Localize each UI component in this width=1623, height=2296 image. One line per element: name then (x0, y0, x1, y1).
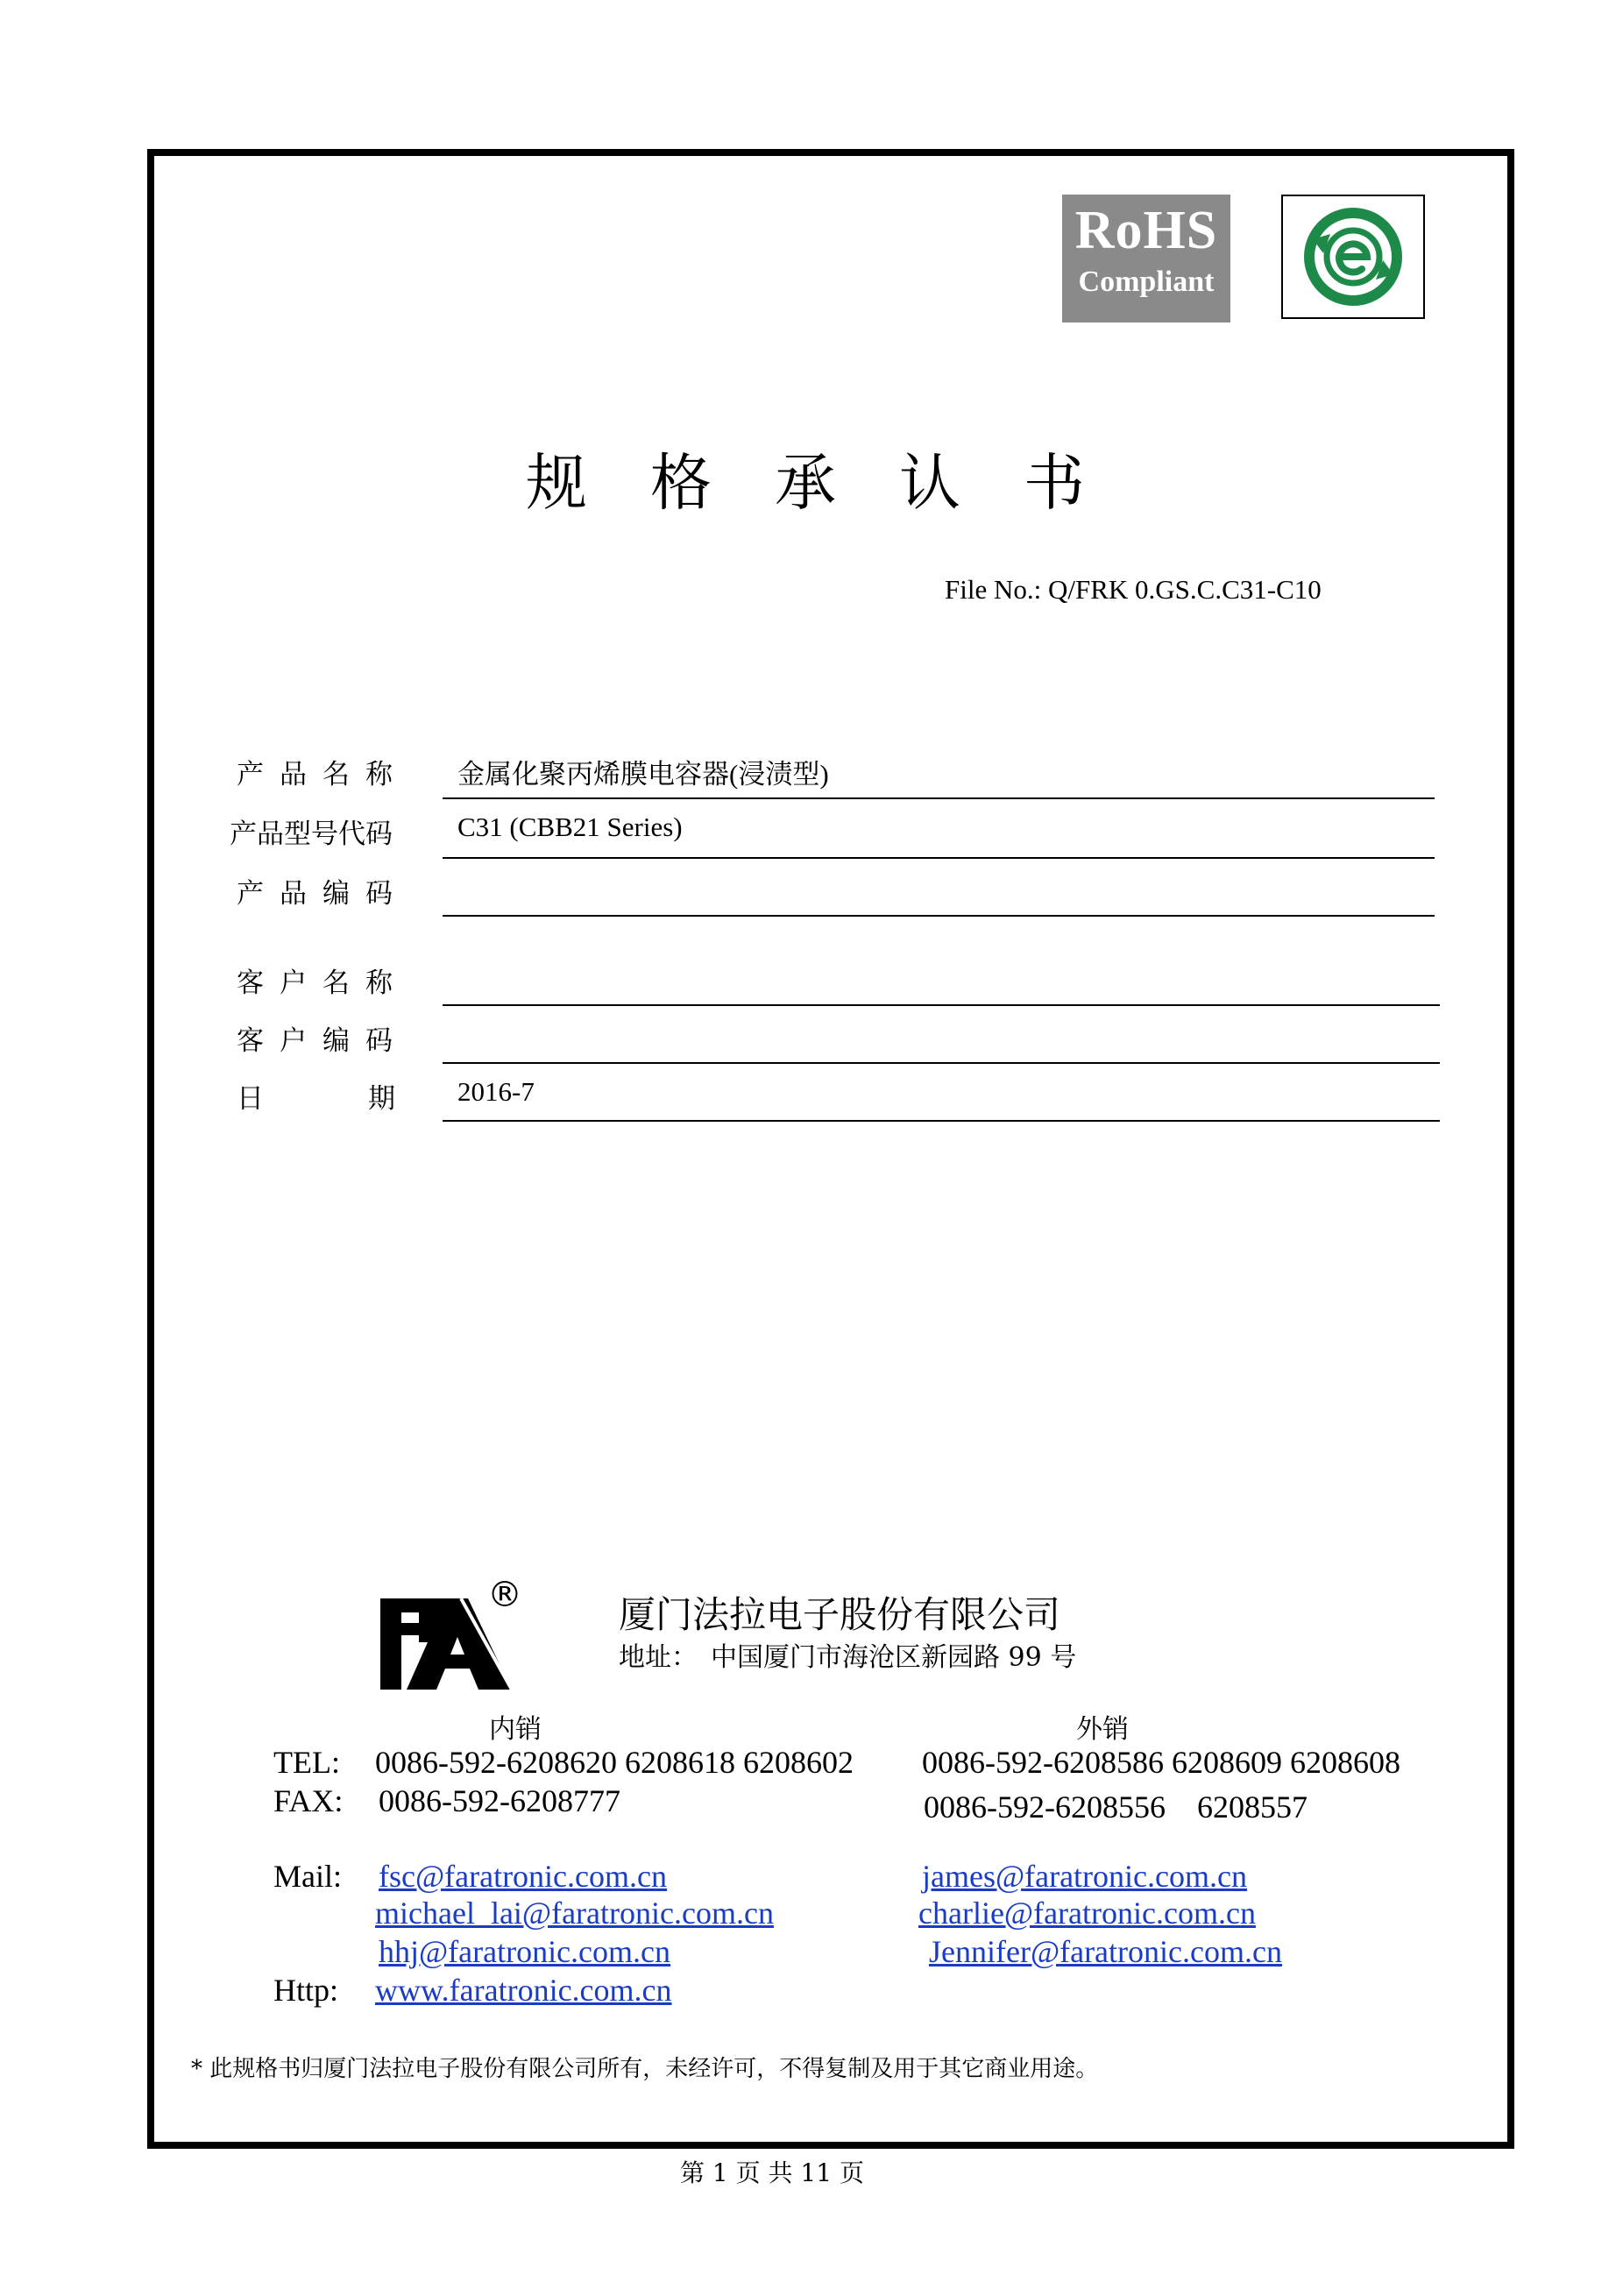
registered-mark: ® (487, 1575, 522, 1615)
eco-mark-icon (1281, 195, 1425, 319)
company-name: 厦门法拉电子股份有限公司 (619, 1593, 1061, 1636)
domestic-sales-label: 内销 (489, 1714, 542, 1745)
label-model-code: 产品型号代码 (230, 818, 393, 850)
field-underline (443, 797, 1435, 799)
tel-label: TEL: (273, 1745, 340, 1780)
company-address: 地址： 中国厦门市海沧区新园路 99 号 (619, 1642, 1077, 1673)
fax-export: 0086-592-6208556 6208557 (924, 1789, 1308, 1825)
label-date-right: 期 (368, 1083, 395, 1115)
website-link[interactable]: www.faratronic.com.cn (375, 1973, 672, 2008)
file-number: File No.: Q/FRK 0.GS.C.C31-C10 (945, 574, 1322, 605)
rohs-title: RoHS (1074, 201, 1218, 260)
copyright-footnote: * 此规格书归厦门法拉电子股份有限公司所有，未经许可，不得复制及用于其它商业用途。 (191, 2056, 1099, 2082)
field-underline (443, 915, 1435, 917)
document-title: 规格承认书 (526, 447, 1148, 519)
label-product-code: 产品编码 (237, 878, 408, 910)
label-customer-code: 客户编码 (237, 1025, 408, 1057)
email-link[interactable]: fsc@faratronic.com.cn (379, 1859, 667, 1894)
field-underline (443, 1004, 1440, 1006)
fax-domestic: 0086-592-6208777 (379, 1783, 620, 1818)
rohs-badge (1062, 195, 1230, 322)
field-underline (443, 1120, 1440, 1122)
page-number: 第 1 页 共 11 页 (680, 2158, 864, 2187)
email-link[interactable]: charlie@faratronic.com.cn (918, 1896, 1256, 1931)
label-customer-name: 客户名称 (237, 967, 408, 999)
field-underline (443, 857, 1435, 859)
tel-domestic: 0086-592-6208620 6208618 6208602 (375, 1745, 854, 1780)
fax-label: FAX: (273, 1783, 344, 1818)
label-date-left: 日 (237, 1083, 264, 1115)
value-product-name: 金属化聚丙烯膜电容器(浸渍型) (457, 759, 829, 790)
http-label: Http: (273, 1973, 339, 2008)
email-link[interactable]: james@faratronic.com.cn (922, 1859, 1247, 1894)
email-link[interactable]: michael_lai@faratronic.com.cn (375, 1896, 774, 1931)
value-model-code: C31 (CBB21 Series) (457, 811, 683, 842)
email-link[interactable]: Jennifer@faratronic.com.cn (929, 1934, 1282, 1969)
export-sales-label: 外销 (1076, 1714, 1129, 1745)
mail-label: Mail: (273, 1859, 342, 1894)
tel-export: 0086-592-6208586 6208609 6208608 (922, 1745, 1400, 1780)
field-underline (443, 1062, 1440, 1064)
value-date: 2016-7 (457, 1076, 535, 1107)
email-link[interactable]: hhj@faratronic.com.cn (379, 1934, 671, 1969)
label-product-name: 产品名称 (237, 759, 408, 790)
rohs-subtitle: Compliant (1078, 266, 1215, 298)
